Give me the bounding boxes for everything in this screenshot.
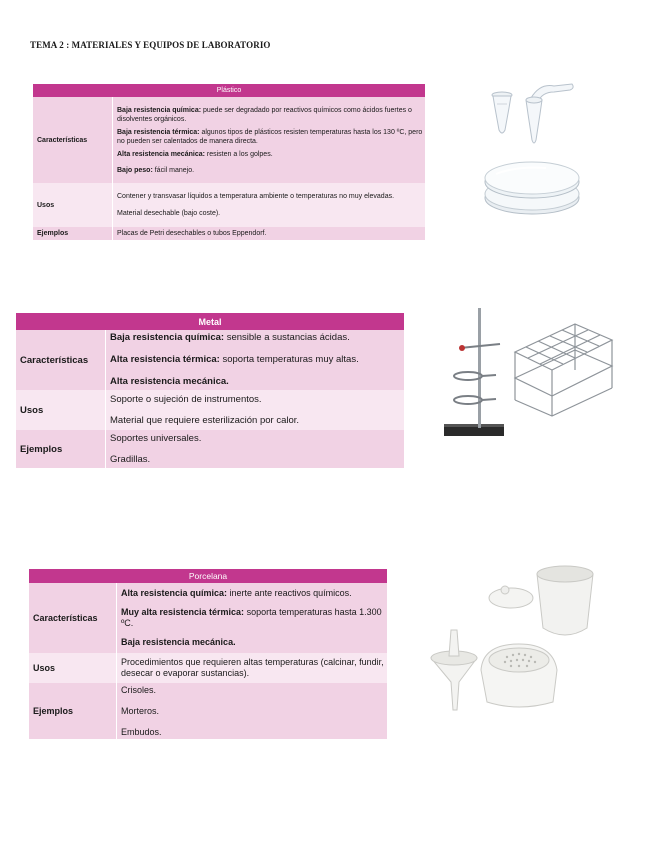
list-item: Morteros. [121,705,160,716]
porcelana-table [29,569,387,739]
list-item: Placas de Petri desechables o tubos Eppendorf. [117,230,267,237]
list-item: Baja resistencia química: puede ser degradado por reactivos químicos como ácidos fuertes o disolventes orgánicos. [117,106,412,123]
porcelain-labware-image [425,560,605,715]
plastico-row-caracteristicas [33,97,425,183]
plastico-row-ejemplos [33,227,425,240]
row-content [113,97,425,183]
metal-table [16,313,404,468]
list-item: Material desechable (bajo coste). [117,210,221,217]
metal-header: Metal [16,313,404,330]
buchner-funnel-icon [481,644,557,707]
page-title: TEMA 2 : MATERIALES Y EQUIPOS DE LABORATORIO [30,40,271,50]
row-label: Características [29,583,117,653]
list-item: Procedimientos que requieren altas temperaturas (calcinar, fundir, desecar o evaporar sustancias). [121,657,384,678]
list-item: Embudos. [121,726,162,737]
plastic-labware-image [476,78,586,223]
list-item: Material que requiere esterilización por calor. [110,414,300,426]
metal-row-ejemplos [16,430,404,468]
list-item: Baja resistencia térmica: algunos tipos de plásticos resisten temperaturas hasta los 130 ºC, pero no pueden ser calentados de manera directa. [117,128,423,145]
porcelana-row-usos [29,653,387,683]
row-label: Ejemplos [29,683,117,739]
eppendorf-tube-icon [492,92,512,133]
list-item: Alta resistencia mecánica. [110,376,229,387]
list-item: Crisoles. [121,684,157,695]
row-content [113,183,425,227]
row-label: Usos [29,653,117,683]
list-item: Soportes universales. [110,432,202,444]
porcelana-header: Porcelana [29,569,387,583]
row-content [106,330,404,390]
row-label: Características [16,330,106,390]
list-item: Muy alta resistencia térmica: soporta temperaturas hasta 1.300 ºC. [121,607,382,628]
crucible-icon [537,566,593,635]
list-item: Alta resistencia térmica: soporta temperaturas muy altas. [110,354,359,365]
row-label: Usos [16,390,106,430]
metal-labware-image [440,300,615,445]
row-content [117,653,387,683]
test-tube-rack-icon [515,324,612,416]
plastico-table [33,84,425,240]
row-content [106,390,404,430]
crucible-lid-icon [489,586,533,608]
list-item: Bajo peso: fácil manejo. [117,166,195,174]
row-label: Ejemplos [16,430,106,468]
row-content [117,683,387,739]
funnel-icon [431,630,477,710]
list-item: Alta resistencia química: inerte ante reactivos químicos. [121,588,352,598]
list-item: Alta resistencia mecánica: resisten a los golpes. [117,150,273,158]
porcelana-row-ejemplos [29,683,387,739]
plastico-header: Plástico [33,84,425,97]
eppendorf-tube-open-icon [526,84,573,143]
metal-row-caracteristicas [16,330,404,390]
list-item: Contener y transvasar líquidos a temperatura ambiente o temperaturas no muy elevadas. [117,193,395,200]
universal-stand-icon [444,308,504,436]
row-label: Ejemplos [33,227,113,240]
row-label: Características [33,97,113,183]
row-label: Usos [33,183,113,227]
petri-dish-icon [485,162,579,214]
porcelana-row-caracteristicas [29,583,387,653]
list-item: Baja resistencia química: sensible a sustancias ácidas. [110,332,350,343]
row-content [106,430,404,468]
plastico-row-usos [33,183,425,227]
list-item: Baja resistencia mecánica. [121,637,236,647]
list-item: Gradillas. [110,453,151,465]
row-content [113,227,425,240]
list-item: Soporte o sujeción de instrumentos. [110,393,262,405]
metal-row-usos [16,390,404,430]
row-content [117,583,387,653]
